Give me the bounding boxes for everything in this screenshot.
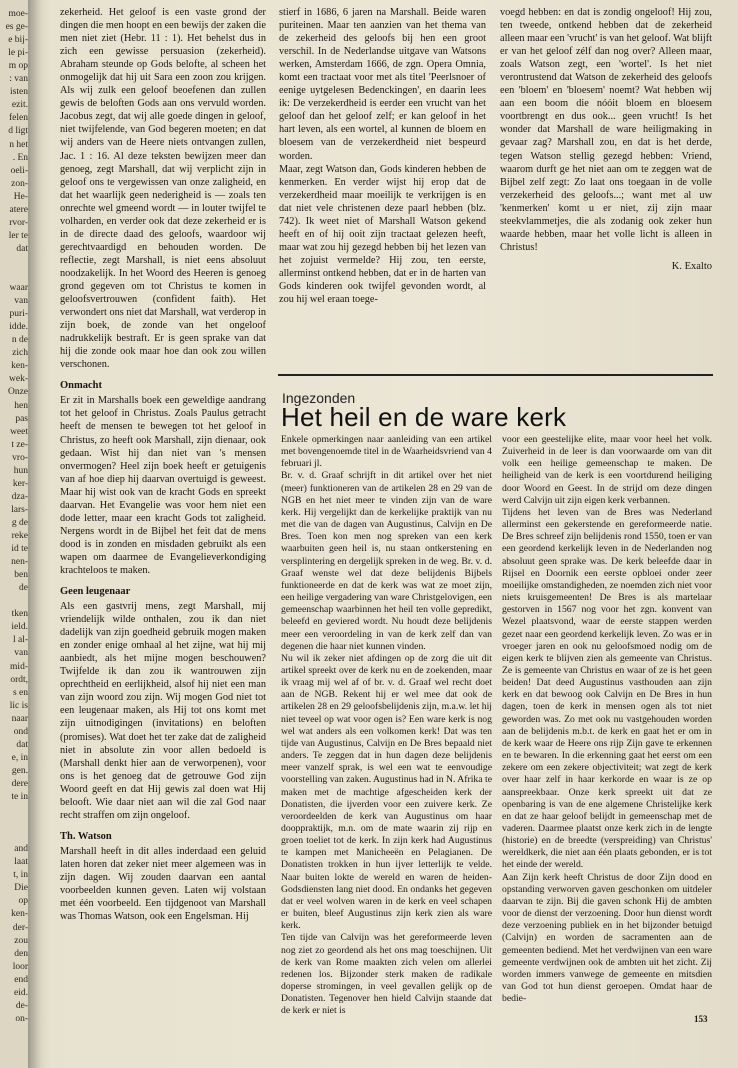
section-kicker: Ingezonden <box>282 390 356 406</box>
adjacent-page-fragment: t ze- <box>11 439 28 450</box>
col1-watson: Marshall heeft in dit alles inderdaad een geluid laten horen dat zeker niet meer algemeen was in zijn dagen. Wij zouden daarvan een aantal voorbeelden kunnen geven. Laten wij volstaan met één voorbeeld. Een tijdgenoot van Marshall was Thomas Watson, ook een Engelsman. Hij <box>60 845 266 923</box>
adjacent-page-fragment: isten <box>10 87 28 98</box>
adjacent-page-fragment: . En <box>12 152 28 163</box>
adjacent-page-fragment: naar <box>11 713 28 724</box>
adjacent-page-fragment: He- <box>13 191 28 202</box>
col2-paragraph-2: Maar, zegt Watson dan, Gods kinderen hebben de kenmerken. En verder wijst hij erop dat de verzekerdheid maar moeilijk te verkrijgen is en dat niet vele christenen deze paarl hebben (blz. 742). Ik weet niet of Marshall Watson gekend heeft en of hij ooit zijn tractaat gelezen heeft, maar wat zou hij gezegd hebben bij het lezen van het zojuist vermelde? Hij zou, ten eerste, allerminst ontkend hebben, dat er in de harten van Gods kinderen ook twijfel gevonden wordt, al zou hij wel eraan toege- <box>279 163 486 306</box>
article-paragraph: Aan Zijn kerk heeft Christus de door Zijn dood en opstanding verworven gaven geschonken om uitdeler daarvan te zijn. Bij die gaven schonk Hij de ambten voor de dienst der verzoening. Door hun dienst wordt deze verzoening publiek en in het bijzonder betuigd (Calvijn) en worden de sacramenten aan de gemeenten bediend. Met het verdwijnen van een ware gemeente verdwijnen ook de ambten uit het zicht. Zij worden immers vanwege de gemeente en mitsdien van God tot hun dienst geroepen. Omdat haar de bedie- <box>502 871 712 1005</box>
adjacent-page-fragment: de <box>19 583 28 594</box>
article-column-b-text <box>502 434 712 1005</box>
adjacent-page-fragment: le pi- <box>8 48 28 59</box>
adjacent-page-fragment: van <box>14 648 28 659</box>
adjacent-page-fragment: m op <box>8 61 28 72</box>
adjacent-page-fragment: lic is <box>9 700 28 711</box>
adjacent-page-fragment: ond <box>13 726 28 737</box>
subheading-onmacht: Onmacht <box>60 380 102 392</box>
adjacent-page-fragment: laat <box>14 857 28 868</box>
article-column-a <box>281 434 492 1018</box>
adjacent-page-fragment: end <box>14 974 28 985</box>
article-paragraph: Enkele opmerkingen naar aanleiding van een artikel met bovengenoemde titel in de Waarheidsvriend van 4 februari jl. <box>281 434 492 470</box>
adjacent-page-fragment: zou <box>14 935 28 946</box>
author-signature: K. Exalto <box>671 260 712 272</box>
adjacent-page-fragment: felen <box>9 113 28 124</box>
adjacent-page-fragment: zich <box>12 348 28 359</box>
adjacent-page-fragment: pas <box>15 413 28 424</box>
col1-intro: zekerheid. Het geloof is een vaste grond der dingen die men hoopt en een bewijs der zaken die men niet ziet (Hebr. 11 : 1). Het behelst dus in zich een gewisse persuasion (zekerheid). Abraham steunde op Gods belofte, al scheen het onmogelijk dat hij uit Sara een zoon zou krijgen. Als wij zulk een geloof beoefenen dan zullen gewis de beloften Gods aan ons vervuld worden. Jacobus zegt, dat wij alle goede dingen in geloof, niet twijfelende, van God begeren moeten; en dat wij anders van de Heere niets ontvangen zullen, Jac. 1 : 16. Al deze teksten bewijzen meer dan genoeg, zegt Marshall, dat wij verplicht zijn in geloof ons te vergewissen van onze zaligheid, en dat het waarlijk geen nederigheid is — zoals ten onrechte wel gmeend wordt — in louter twijfel te volharden, en verder ook dat deze zekerheid er is in de directe daad des geloofs, waardoor wij gerechtvaardigd en behouden worden. De reflectie, zegt Marshall, is niet eens absoluut noodzakelijk. In het Woord des Heeren is genoeg grond gegeven om tot Christus te komen in geloofsvertrouwen (confident faith). Het verwondert ons niet dat Marshall, wat verderop in zijn boek, de zonde van het ongeloof nadrukkelijk bestraft. Er is geen sprake van dat hij die zonde ook maar hoe dan ook zou willen verschonen. <box>60 7 266 371</box>
adjacent-page-fragment: e, in <box>11 752 28 763</box>
adjacent-page-fragment: ezit. <box>11 100 28 111</box>
adjacent-page-fragment: der- <box>12 922 28 933</box>
adjacent-page-fragment: gen. <box>11 765 28 776</box>
article-paragraph: Tijdens het leven van de Bres was Nederland allerminst een gekerstende en gereformeerde natie. De Bres schreef zijn belijdenis rond 1550, toen er van een geordend kerkelijk leven in de Nederlanden nog absoluut geen sprake was. De kerk beleefde daar in Rijsel en Doornik een eerste opbloei onder zeer moeilijke omstandigheden, ze noemden zich niet voor niets kruisgemeenten! De Bres is als martelaar gestorven in 1567 nog voor het zgn. konvent van Wezel plaatsvond, waar de eerste stappen werden gezet naar een geordend kerkelijk leven. Zo was er in vroeger jaren en ook nu geloofsmoed nodig om de eigen kerk te blijven zien als gemeente van Christus. Ze is gemeente van Christus en waar of ze is het geen beiden! Dat deed Augustinus vasthouden aan zijn kerk en dat bewoog ook Calvijn en De Bres in hun dagen, toen de kerk in mensen ogen als tot niet geworden was. Zo met ook nu vastgehouden worden aan de belijdenis m.b.t. de kerk en gaat het er om in de kerk waar de Heere ons rijp Zijn gave te erkennen en te bewaren. In die erkenning gaat het eerst om een zekere om een zekere objectiviteit; wat zegt de kerk over haar zelf in haar kerkorde en waar is ze op aanspreekbaar. Onze kerk spreekt uit dat ze openbaring is van de ene algemene Christelijke kerk en dat ze haar geloof belijdt in gemeenschap met de vaderen. Daarmee plaatst onze kerk zich in de lengte (historie) en de breedte (verspreiding) van Christus' wereldkerk, die niet aan één plaats gebonden, er is tot het einde der wereld. <box>502 506 712 871</box>
adjacent-page-fragment: weet <box>10 426 28 437</box>
adjacent-page-fragment: hen <box>14 400 28 411</box>
adjacent-page-fragment: es ge- <box>5 22 28 33</box>
article-column-b <box>502 434 712 1005</box>
adjacent-page-fragment: wek- <box>9 374 28 385</box>
column-2 <box>279 6 486 306</box>
column-3 <box>500 6 712 273</box>
adjacent-page-fragment: oeli- <box>10 165 28 176</box>
adjacent-page-fragment: ker- <box>12 478 28 489</box>
subheading-watson: Th. Watson <box>60 830 112 842</box>
adjacent-page-fragment: n het <box>9 139 28 150</box>
adjacent-page-fragment: moe- <box>8 9 28 19</box>
adjacent-page-fragment: rvor- <box>9 217 28 228</box>
adjacent-page-edge <box>0 0 30 1068</box>
adjacent-page-fragment: dat <box>16 739 28 750</box>
adjacent-page-fragment: hun <box>13 465 28 476</box>
adjacent-page-fragment: loor <box>12 961 28 972</box>
adjacent-page-fragment: waar <box>9 283 28 294</box>
article-column-a-text <box>281 434 492 1018</box>
adjacent-page-fragment: lars- <box>11 504 28 515</box>
section-divider <box>278 374 713 376</box>
adjacent-page-fragment: t, in <box>13 870 28 881</box>
adjacent-page-fragment: Die <box>14 883 28 894</box>
adjacent-page-fragment: d ligt <box>8 126 28 137</box>
adjacent-page-fragment: nen- <box>11 557 28 568</box>
gutter-shadow <box>28 0 50 1068</box>
article-paragraph: Br. v. d. Graaf schrijft in dit artikel over het niet (meer) funktioneren van de artikelen 28 en 29 van de NGB en het niet meer te vinden zijn van de ware kerk. Hij vergelijkt dan de kerkelijke praktijk van nu met die van de dagen van Augustinus, Calvijn en De Bres. Toen kon men nog spreken van een kerk waarbuiten geen heil is, nu staan ontkerstening en versplintering en dergelijk spreken in de weg. Br. v. d. Graaf wenste wel dat deze belijdenis Bijbels funktioneerde en dat de kerk was wat ze moet zijn, een heilige vergadering van ware Christgelovigen, een gemeenschap waarbinnen het heil ten volle gepredikt, beleefd en geviered wordt. Nu houdt deze belijdenis meer een veroordeling in van de kerk zelf dan van degenen die haar niet kunnen vinden. <box>281 470 492 652</box>
adjacent-page-fragment: mid- <box>10 661 28 672</box>
column-1 <box>60 6 266 923</box>
adjacent-page-fragment: ken- <box>11 909 28 920</box>
adjacent-page-fragment: Onze <box>7 387 28 398</box>
adjacent-page-fragment: den <box>14 948 28 959</box>
adjacent-page-fragment: idde. <box>9 322 28 333</box>
adjacent-page-fragment: ield. <box>11 622 28 633</box>
adjacent-page-fragment: ken- <box>11 361 28 372</box>
col3-paragraph-1: voegd hebben: en dat is zondig ongeloof! Hij zou, ten tweede, ontkend hebben dat de zekerheid alleen maar een 'vrucht' is van het geloof. Wat blijft er van het geloof zélf dan nog over? Alleen maar, zoals Watson zegt, een 'wortel'. Is het niet verontrustend dat Watson de zekerheid des geloofs een 'bloem' en 'bloesem' noemt? Wat hebben wij aan een boom die nóóit bloem en bloesem voortbrengt en dus ook... geen vrucht! Is het wonder dat Marshall de ware heiligmaking in gevaar zag? Marshall zou, en dat is het derde, tegen Watson stellig gezegd hebben: Vriend, waarom durft ge het niet aan om te zeggen wat de Bijbel zelf zegt: Zo laat ons toegaan in de volle verzekerheid des geloofs...; want met al uw 'kenmerken' komt u er niet, zij zijn maar steekvlammetjes, die als zodanig ook zeker hun waarde hebben, maar het volle licht is alleen in Christus! <box>500 7 712 253</box>
adjacent-page-fragment: reke <box>11 531 28 541</box>
adjacent-page-fragment: e bij- <box>8 35 28 46</box>
adjacent-page-fragment: zon- <box>11 178 28 189</box>
adjacent-page-fragment: op <box>18 896 28 907</box>
adjacent-page-fragment: : van <box>9 74 28 85</box>
article-paragraph: voor een geestelijke elite, maar voor heel het volk. Zuiverheid in de leer is dan voorwaarde om van dit volk een heilige gemeenschap te maken. De heiligheid van de kerk is een voortdurend heiliging door Woord en Geest. In de strijd om deze dingen werd Calvijn uit zijn eigen kerk verbannen. <box>502 434 712 506</box>
adjacent-page-fragment: ordt, <box>10 674 28 685</box>
adjacent-page-fragment: ler te <box>8 230 28 241</box>
adjacent-page-fragment: l al- <box>12 635 28 646</box>
adjacent-page-fragment: id te <box>11 544 28 555</box>
adjacent-page-fragment: s en <box>12 687 28 698</box>
adjacent-page-fragment: eid. <box>14 987 28 998</box>
adjacent-page-fragment: vro- <box>12 452 28 463</box>
col1-onmacht: Er zit in Marshalls boek een geweldige aandrang tot het geloof in Christus. Zoals Paulus getracht heeft de mensen te bewegen tot het geloof in Christus, zo heeft ook Marshall, zijn dienaar, ook gedaan. Wist hij dan niet van 's mensen onvermogen? Heel zijn boek heeft er getuigenis van af hoe diep hij daarvan overtuigd is geweest. Maar hij wist ook van de kracht Gods en spreekt daarvan. Het Evangelie was voor hem niet een dode letter, maar een kracht Gods tot zaligheid. Nergens wordt in de Bijbel het feit dat de mens dood is in zonden en misdaden gebruikt als een wapen om daarmee de Evangelieverkondiging krachteloos te maken. <box>60 395 266 576</box>
adjacent-page-fragment: and <box>14 844 28 855</box>
page-number: 153 <box>694 1014 708 1024</box>
adjacent-page-fragment: on- <box>15 1013 28 1024</box>
article-headline: Het heil en de ware kerk <box>281 402 567 432</box>
adjacent-page-fragment: de- <box>15 1000 28 1011</box>
col2-paragraph-1: stierf in 1686, 6 jaren na Marshall. Beide waren puriteinen. Maar ten aanzien van het thema van de zekerheid des geloofs bij hen een groot verschil. In de Nederlandse uitgave van Watsons werken, Amsterdam 1666, de zgn. Opera Omnia, komt een tractaat voor met als titel 'Peerlsnoer of eenige uytgelesen Bedenckingen', en daarin lees ik: De verzekerdheid is eerder een vrucht van het geloof dan het geloof zelf; er kan geloof in het hart leven, als een wortel, al kunnen de bloem en bloesem van de verzekerdheid niet bespeurd worden. <box>279 7 486 162</box>
adjacent-page-fragment: van <box>14 296 28 307</box>
adjacent-page-fragment: atere <box>9 204 28 215</box>
col1-leugenaar: Als een gastvrij mens, zegt Marshall, mij vriendelijk wilde onthalen, zou ik dan niet dadelijk van zijn goedheid gebruik mogen maken en zonder enige omhaal al het zijne, wat hij mij aanbiedt, als het mijne mogen beschouwen? Twijfelde ik dan zou ik wantrouwen zijn oprechtheid en eerlijkheid, alsof hij niet een man van zijn woord zou zijn. Wij mogen God niet tot een leugenaar maken, als Hij tot ons komt met zijn uitnodigingen (invitations) en beloften (promises). Wat doet het ter zake dat de zaligheid niet in absolute zin voor allen bedoeld is (Marshall denkt hier aan de verworpenen), voor ons is het genoeg dat de getrouwe God zijn Woord geeft en dat Hij gewis zal doen wat Hij belooft. Wie daar niet aan wil die zal God naar recht straffen om zijn ongeloof. <box>60 601 266 821</box>
adjacent-page-fragment: dat <box>16 243 28 254</box>
adjacent-page-fragment: puri- <box>9 309 28 320</box>
adjacent-page-fragment: n de <box>11 335 28 346</box>
adjacent-page-fragment: ben <box>14 570 28 581</box>
adjacent-page-fragment: g de <box>11 517 28 528</box>
article-paragraph: Nu wil ik zeker niet afdingen op de zorg die uit dit artikel spreekt over de kerk nu en de zoekenden, maar ik vraag mij wel af of br. v. d. Graaf wel recht doet aan de NGB. Rekent hij er wel mee dat ook de artikelen 28 en 29 geloofsbelijdenis zijn, m.a.w. let hij niet teveel op wat voor ogen is? Een ware kerk is nog wel wat anders als een volkomen kerk! Dat was ten tijde van Augustinus, Calvijn en De Bres bepaald niet anders. Te zeggen dat in hun dagen deze belijdenis meer vanzelf sprak, is wel een wat te eenvoudige voorstelling van zaken. Augustinus had in N. Afrika te maken met de machtige afgescheiden kerk der Donatisten, die ijverden voor een zuivere kerk. Ze veroordeelden de kerk van Augustinus om haar dooppraktijk, m.n. om de mate waarin zij rijp en groen toeliet tot de kerk. In zijn kerk had Augustinus te kampen met Manicheeën en Pelagianen. De Donatisten trokken in hun ijver letterlijk te velde. Naar buiten lokte de wereld en waren de heiden-Godsdiensten lang niet dood. En ondanks het gegeven dat er veel wolven waren in de kerk en veel schapen er buiten, bleef Augustinus zijn kerk zien als ware kerk. <box>281 652 492 932</box>
subheading-geen-leugenaar: Geen leugenaar <box>60 586 131 598</box>
adjacent-page-fragment: tken <box>11 609 28 620</box>
adjacent-page-fragment: dere <box>11 778 28 789</box>
article-paragraph: Ten tijde van Calvijn was het gereformeerde leven nog ziet zo geordend als het ons mag toeschijnen. Uit de kerk van Rome maakten zich velen om allerlei redenen los. Bijzonder sterk maken de radikale doperse stromingen, in veel gevallen gelijk op de Donatisten. Tegenover hen hield Calvijn staande dat de kerk er niet is <box>281 932 492 1017</box>
adjacent-page-fragment: te in <box>11 792 28 802</box>
adjacent-page-fragment: dza- <box>11 491 28 502</box>
